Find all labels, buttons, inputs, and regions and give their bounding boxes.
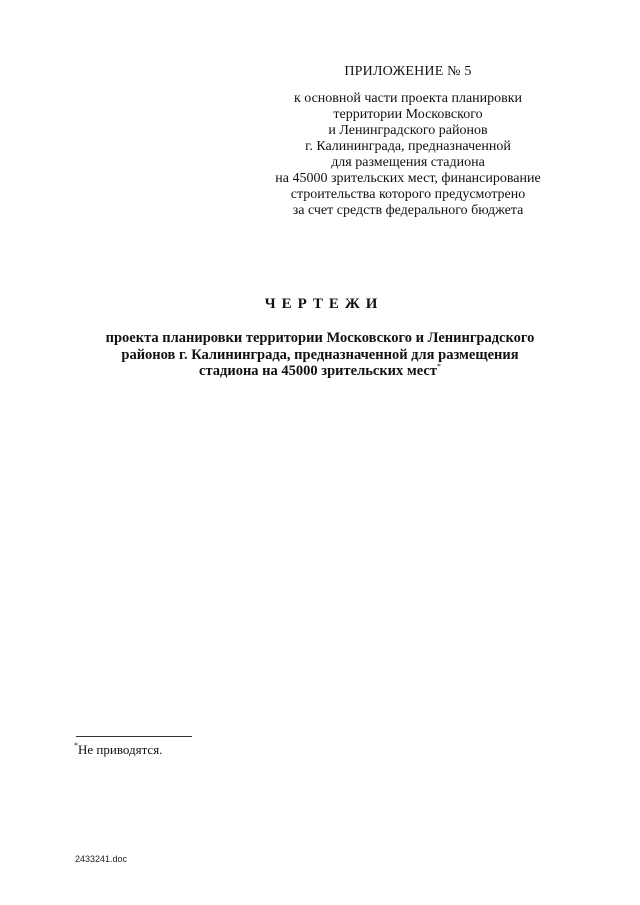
appendix-line: для размещения стадиона: [331, 155, 485, 170]
appendix-block: [258, 64, 558, 219]
appendix-line: к основной части проекта планировки: [293, 91, 523, 106]
appendix-line: г. Калининграда, предназначенной: [305, 139, 511, 154]
footnote: [74, 742, 162, 758]
appendix-line: и Ленинградского районов: [328, 123, 488, 138]
appendix-line: за счет средств федерального бюджета: [292, 203, 524, 218]
footnote-divider: [76, 736, 192, 737]
subtitle-footnote-mark: *: [436, 362, 441, 371]
file-identifier: 2433241.doc: [75, 854, 128, 864]
appendix-line: на 45000 зрительских мест, финансирование: [275, 171, 541, 186]
appendix-line: территории Московского: [333, 107, 483, 122]
subtitle-line: проекта планировки территории Московского и Ленинградского: [105, 330, 535, 346]
footnote-mark: *: [74, 741, 78, 750]
appendix-line: строительства которого предусмотрено: [290, 187, 526, 202]
document-heading: ЧЕРТЕЖИ: [264, 296, 384, 312]
document-subtitle: [60, 330, 580, 380]
subtitle-line: районов г. Калининграда, предназначенной для размещения: [121, 346, 519, 363]
subtitle-line-text: стадиона на 45000 зрительских мест: [199, 363, 437, 379]
subtitle-line-last: [60, 363, 580, 380]
footnote-text: Не приводятся.: [78, 742, 163, 757]
appendix-title: ПРИЛОЖЕНИЕ № 5: [344, 64, 472, 79]
